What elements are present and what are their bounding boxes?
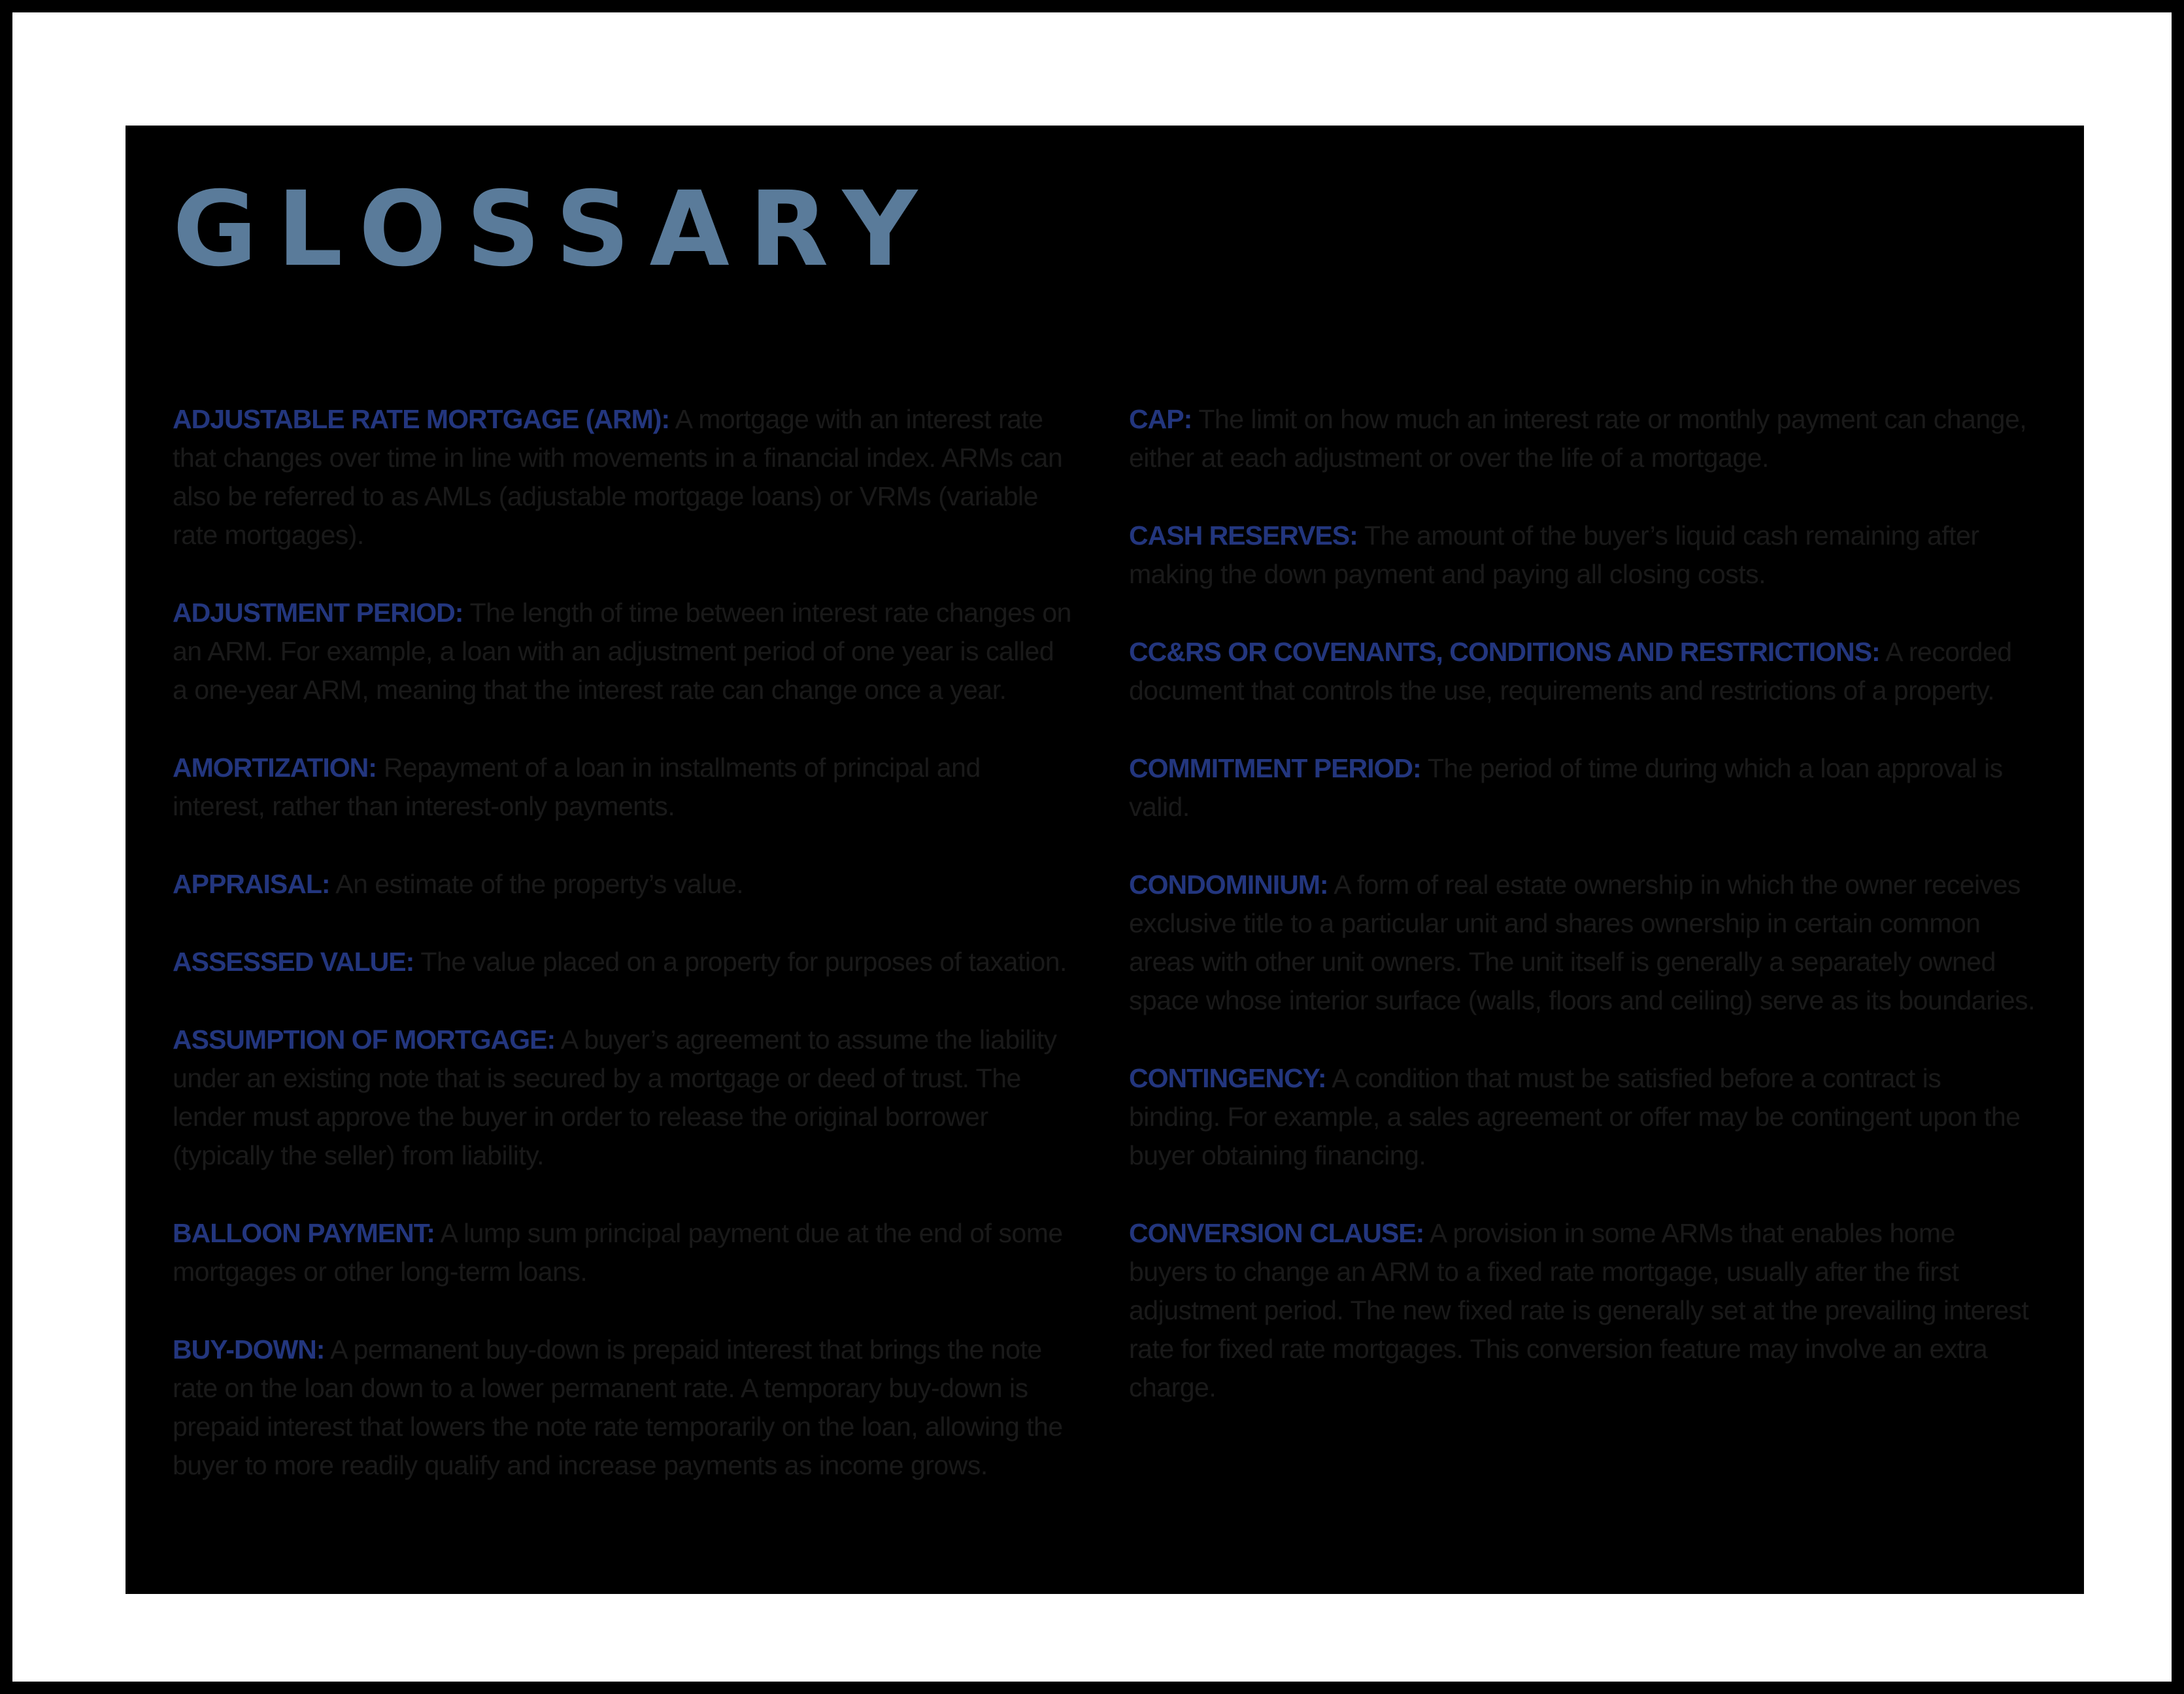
glossary-term: APPRAISAL: — [173, 869, 330, 899]
glossary-definition: A recorded document that controls the use, requirements and restrictions of a property. — [1129, 637, 2012, 705]
glossary-entry — [1129, 1214, 2038, 1407]
glossary-entry — [173, 749, 1075, 826]
glossary-definition: A buyer’s agreement to assume the liability under an existing note that is secured by a mortgage or deed of trust. The lender must approve the buyer in order to release the original borrower (typically the seller) from liability. — [173, 1025, 1057, 1170]
glossary-entry — [173, 1330, 1075, 1485]
glossary-definition: The length of time between interest rate changes on an ARM. For example, a loan with an adjustment period of one year is called a one-year ARM, meaning that the interest rate can change once a year. — [173, 598, 1071, 705]
glossary-column-left — [173, 400, 1075, 1524]
glossary-definition: The period of time during which a loan approval is valid. — [1129, 753, 2003, 822]
glossary-definition: A lump sum principal payment due at the end of some mortgages or other long-term loans. — [173, 1218, 1063, 1287]
glossary-entry — [1129, 633, 2038, 710]
glossary-term: BUY-DOWN: — [173, 1334, 325, 1364]
glossary-definition: A condition that must be satisfied before a contract is binding. For example, a sales agreement or offer may be contingent upon the buyer obtaining financing. — [1129, 1063, 2021, 1170]
glossary-entry — [1129, 749, 2038, 826]
glossary-definition: The amount of the buyer’s liquid cash remaining after making the down payment and paying all closing costs. — [1129, 520, 1979, 589]
glossary-entry — [173, 943, 1075, 981]
glossary-term: CONTINGENCY: — [1129, 1063, 1326, 1093]
glossary-term: ASSUMPTION OF MORTGAGE: — [173, 1025, 556, 1055]
glossary-entry — [173, 1021, 1075, 1175]
glossary-term: CONVERSION CLAUSE: — [1129, 1218, 1424, 1248]
glossary-term: COMMITMENT PERIOD: — [1129, 753, 1421, 783]
glossary-term: CC&RS OR COVENANTS, CONDITIONS AND RESTRICTIONS: — [1129, 637, 1880, 667]
glossary-entry — [173, 865, 1075, 904]
page-title: GLOSSARY — [173, 169, 937, 290]
glossary-definition: The value placed on a property for purposes of taxation. — [420, 947, 1067, 977]
glossary-entry — [1129, 1059, 2038, 1175]
glossary-entry — [1129, 866, 2038, 1020]
page-sheet — [12, 12, 2172, 1682]
glossary-entry — [1129, 517, 2038, 594]
glossary-term: AMORTIZATION: — [173, 753, 377, 783]
glossary-definition: Repayment of a loan in installments of principal and interest, rather than interest-only payments. — [173, 753, 981, 821]
glossary-term: ASSESSED VALUE: — [173, 947, 414, 977]
glossary-term: ADJUSTABLE RATE MORTGAGE (ARM): — [173, 404, 670, 434]
glossary-definition: The limit on how much an interest rate or monthly payment can change, either at each adjustment or over the life of a mortgage. — [1129, 404, 2027, 473]
glossary-entry — [1129, 400, 2038, 477]
glossary-term: CASH RESERVES: — [1129, 520, 1358, 551]
glossary-entry — [173, 594, 1075, 709]
glossary-definition: A mortgage with an interest rate that changes over time in line with movements in a financial index. ARMs can also be referred to as AMLs (adjustable mortgage loans) or VRMs (variable rate mortgages). — [173, 404, 1063, 550]
glossary-definition: An estimate of the property’s value. — [335, 869, 744, 899]
glossary-entry — [173, 1214, 1075, 1291]
glossary-definition: A form of real estate ownership in which the owner receives exclusive title to a particular unit and shares ownership in certain common areas with other unit owners. The unit itself is generally a separately owned space whose interior surface (walls, floors and ceiling) serve as its boundaries. — [1129, 870, 2036, 1015]
glossary-term: BALLOON PAYMENT: — [173, 1218, 435, 1248]
glossary-panel — [126, 126, 2084, 1594]
glossary-definition: A permanent buy-down is prepaid interest that brings the note rate on the loan down to a lower permanent rate. A temporary buy-down is prepaid interest that lowers the note rate temporarily on the loan, allowing the buyer to more readily qualify and increase payments as income grows. — [173, 1334, 1063, 1480]
glossary-column-right — [1129, 400, 2038, 1446]
glossary-term: CAP: — [1129, 404, 1192, 434]
glossary-term: ADJUSTMENT PERIOD: — [173, 598, 463, 628]
glossary-definition: A provision in some ARMs that enables home buyers to change an ARM to a fixed rate mortgage, usually after the first adjustment period. The new fixed rate is generally set at the prevailing interest rate for fixed rate mortgages. This conversion feature may involve an extra charge. — [1129, 1218, 2029, 1402]
glossary-term: CONDOMINIUM: — [1129, 870, 1328, 900]
glossary-entry — [173, 400, 1075, 554]
